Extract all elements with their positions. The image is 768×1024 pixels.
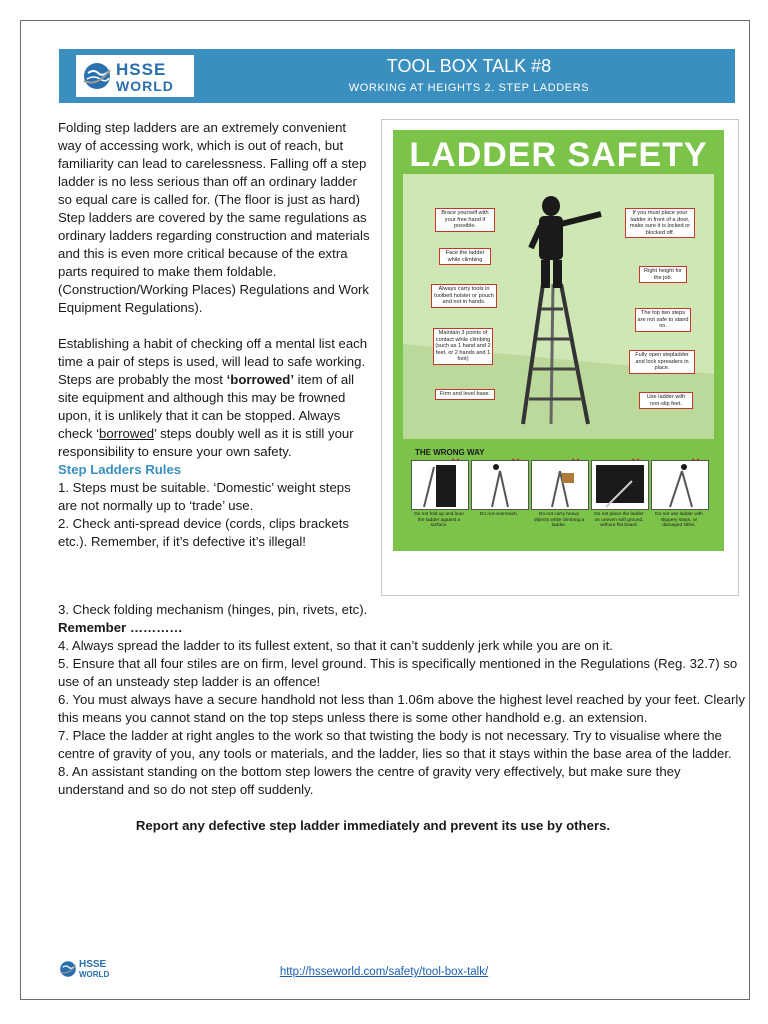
wrong-way-caption-4: Do not place the ladder on uneven soft ground, without flat board. bbox=[594, 512, 644, 529]
rules-full-width bbox=[58, 601, 748, 835]
wrong-way-caption-5: Do not use ladder with slippery steps, or damaged stiles. bbox=[655, 512, 703, 529]
rule-5a: 5. Ensure that all four stiles are on firm, level ground. This is specifically mentioned in the Regulations (Reg. 32.7) so bbox=[58, 656, 738, 671]
rule-5b: use of an unsteady step ladder is an offence! bbox=[58, 674, 321, 689]
poster-scene bbox=[403, 174, 714, 439]
intro-column bbox=[58, 119, 373, 551]
caption-face-ladder: Face the ladder while climbing bbox=[439, 248, 491, 265]
wrong-way-panel-5 bbox=[651, 460, 709, 510]
logo-text-top: HSSE bbox=[116, 60, 167, 79]
wrong-way-heading: THE WRONG WAY bbox=[415, 448, 485, 457]
intro-paragraph-1: Folding step ladders are an extremely convenient way of accessing work, which is out of reach, but familiarity can lead to carelessness. Falling off a step ladder is no less serious than off an ordinary ladder so equal care is called for. (The floor is just as hard) bbox=[58, 120, 367, 207]
wrong-way-caption-1: Do not fold up and lean the ladder against a surface. bbox=[414, 512, 464, 529]
p3-text-e: ’ steps doubly well as it is still your responsibility to ensure your own safety. bbox=[58, 426, 354, 459]
rule-2: 2. Check anti-spread device (cords, clips brackets etc.). Remember, if it’s defective it’s illegal! bbox=[58, 516, 349, 549]
ladder-safety-poster bbox=[393, 130, 724, 551]
wrong-way-panel-2 bbox=[471, 460, 529, 510]
borrowed-emphasis: ‘borrowed’ bbox=[226, 372, 295, 387]
caption-brace: Brace yourself with your free hand if possible. bbox=[435, 208, 495, 232]
rule-8: 8. An assistant standing on the bottom step lowers the centre of gravity very effectively, but make sure they understand and so do not step off suddenly. bbox=[58, 764, 681, 797]
footer-logo-top: HSSE bbox=[79, 959, 107, 970]
caption-non-slip: Use ladder with non-slip feet. bbox=[639, 392, 693, 409]
p3-text-a: Establishing a habit of checking off a mental list each time a pair of steps is used, will lead to safe working. Steps are probably the most bbox=[58, 336, 368, 387]
borrowed-underlined: borrowed bbox=[99, 426, 155, 441]
rules-heading: Step Ladders Rules bbox=[58, 462, 182, 477]
footer-logo-bottom: WORLD bbox=[79, 970, 110, 979]
caption-firm-base: Firm and level base. bbox=[435, 389, 495, 400]
rule-7a: 7. Place the ladder at right angles to the work so that twisting the body is not necessary. Try to visualise where the bbox=[58, 728, 722, 743]
caption-three-points: Maintain 3 points of contact while climbing (such as 1 hand and 2 feet, or 2 hands and 1 foot) bbox=[433, 328, 493, 365]
header-banner bbox=[59, 49, 735, 103]
hsse-world-logo bbox=[76, 55, 194, 97]
wrong-way-caption-2: Do not overreach. bbox=[479, 512, 519, 517]
closing-statement: Report any defective step ladder immediately and prevent its use by others. bbox=[135, 818, 611, 833]
caption-right-height: Right height for the job. bbox=[639, 266, 687, 283]
caption-door: If you must place your ladder in front of a door, make sure it is locked or blocked off. bbox=[625, 208, 695, 238]
rule-6: 6. You must always have a secure handhold not less than 1.06m above the highest level reached by your feet. Clearly this means you cannot stand on the top steps unless there is some other handhold e.g. an extension. bbox=[58, 692, 745, 725]
logo-text-bottom: WORLD bbox=[116, 78, 174, 94]
tool-box-talk-link[interactable]: http://hsseworld.com/safety/tool-box-talk/ bbox=[279, 966, 489, 978]
globe-icon bbox=[82, 61, 112, 91]
caption-toolbelt: Always carry tools in toolbelt holster or pouch and not in hands. bbox=[431, 284, 497, 308]
rule-1: 1. Steps must be suitable. ‘Domestic’ weight steps are not normally up to ‘trade’ use. bbox=[58, 480, 351, 513]
wrong-way-panel-3 bbox=[531, 460, 589, 510]
p3-text-c: item of all site equipment and although this may be frowned upon, it is unlikely that it can be stopped. Always check ‘ bbox=[58, 372, 355, 441]
intro-paragraph-2: Step ladders are covered by the same regulations as ordinary ladders regarding construction and materials and this is even more critical because of the extra parts required to make them foldable. (Construction/Working Places) Regulations and Work Equipment Regulations). bbox=[58, 210, 370, 315]
remember-label: Remember ………… bbox=[58, 620, 183, 635]
wrong-way-panel-4 bbox=[591, 460, 649, 510]
caption-top-steps: The top two steps are not safe to stand on. bbox=[635, 308, 691, 332]
page-title: TOOL BOX TALK #8 bbox=[386, 56, 552, 76]
rule-7b: centre of gravity of you, any tools or materials, and the ladder, lies so that it stays within the base area of the ladder. bbox=[58, 746, 732, 761]
wrong-way-caption-3: Do not carry heavy objects while climbing a ladder. bbox=[533, 512, 585, 529]
poster-title: LADDER SAFETY bbox=[409, 136, 708, 174]
intro-paragraph-3 bbox=[58, 335, 373, 461]
wrong-way-panel-1 bbox=[411, 460, 469, 510]
rule-4: 4. Always spread the ladder to its fullest extent, so that it can’t suddenly jerk while you are on it. bbox=[58, 638, 613, 653]
caption-spreaders: Fully open stepladder and lock spreaders in place. bbox=[629, 350, 695, 374]
page-subtitle: WORKING AT HEIGHTS 2. STEP LADDERS bbox=[348, 82, 590, 94]
rule-3: 3. Check folding mechanism (hinges, pin, rivets, etc). bbox=[58, 602, 368, 617]
